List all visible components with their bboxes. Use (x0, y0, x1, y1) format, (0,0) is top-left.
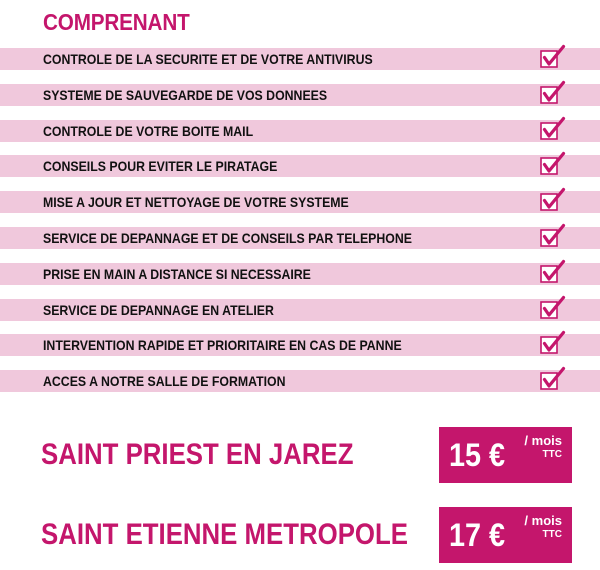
price-amount: 17 € (449, 517, 506, 553)
feature-row (0, 299, 600, 321)
feature-label: PRISE EN MAIN A DISTANCE SI NECESSAIRE (43, 265, 311, 282)
section-heading: COMPRENANT (43, 9, 190, 35)
feature-label: INTERVENTION RAPIDE ET PRIORITAIRE EN CAS DE PANNE (43, 337, 402, 354)
price-period: / mois (524, 513, 562, 528)
price-tax: TTC (542, 529, 562, 540)
pricing-row-saint-etienne (0, 507, 600, 563)
feature-row (0, 120, 600, 142)
checkmark-icon (539, 116, 567, 144)
feature-list (0, 48, 600, 406)
feature-row (0, 263, 600, 285)
checkmark-icon (539, 80, 567, 108)
feature-row (0, 191, 600, 213)
pricing-row-saint-priest (0, 427, 600, 483)
feature-row (0, 155, 600, 177)
feature-label: ACCES A NOTRE SALLE DE FORMATION (43, 373, 286, 390)
checkmark-icon (539, 259, 567, 287)
feature-label: CONTROLE DE LA SECURITE ET DE VOTRE ANTIVIRUS (43, 51, 373, 67)
checkmark-icon (539, 223, 567, 251)
feature-row (0, 227, 600, 249)
checkmark-icon (539, 330, 567, 358)
price-badge (439, 507, 572, 563)
checkmark-icon (539, 151, 567, 179)
checkmark-icon (539, 366, 567, 394)
feature-label: SERVICE DE DEPANNAGE ET DE CONSEILS PAR TELEPHONE (43, 229, 412, 246)
price-amount: 15 € (449, 437, 506, 473)
feature-label: CONSEILS POUR EVITER LE PIRATAGE (43, 158, 278, 175)
feature-label: MISE A JOUR ET NETTOYAGE DE VOTRE SYSTEME (43, 194, 349, 211)
feature-row (0, 84, 600, 106)
location-name: SAINT ETIENNE METROPOLE (41, 518, 408, 551)
checkmark-icon (539, 44, 567, 72)
feature-row (0, 48, 600, 70)
feature-row (0, 370, 600, 392)
checkmark-icon (539, 295, 567, 323)
price-period: / mois (524, 433, 562, 448)
location-name: SAINT PRIEST EN JAREZ (41, 438, 354, 471)
checkmark-icon (539, 187, 567, 215)
feature-row (0, 334, 600, 356)
feature-label: SYSTEME DE SAUVEGARDE DE VOS DONNEES (43, 86, 328, 103)
feature-label: CONTROLE DE VOTRE BOITE MAIL (43, 122, 254, 139)
price-badge (439, 427, 572, 483)
price-tax: TTC (542, 449, 562, 460)
feature-label: SERVICE DE DEPANNAGE EN ATELIER (43, 301, 274, 318)
